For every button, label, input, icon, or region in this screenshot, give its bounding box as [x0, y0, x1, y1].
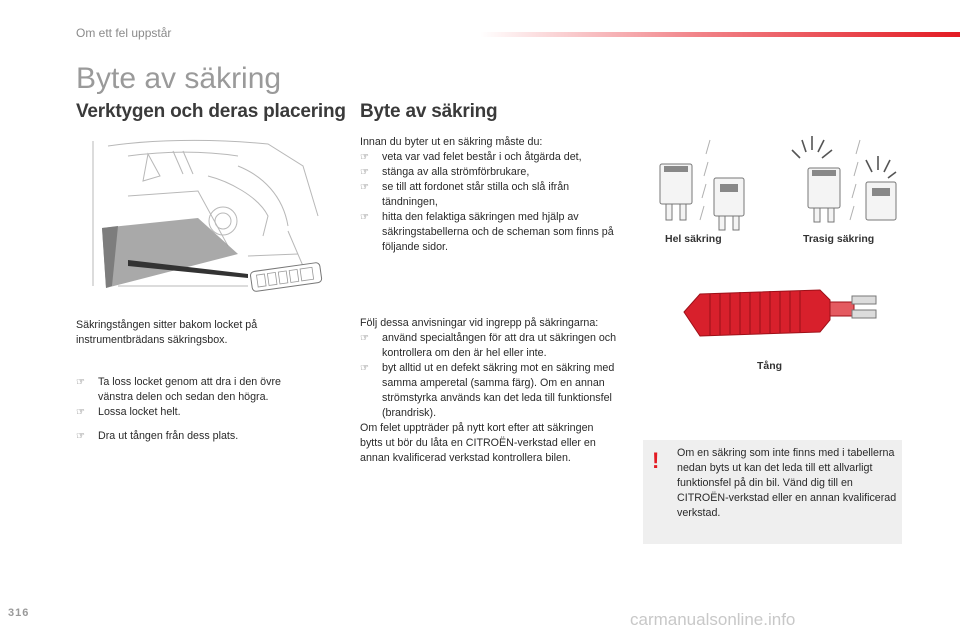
- page-number: 316: [8, 607, 30, 619]
- list-item: ☞ Lossa locket helt.: [76, 406, 181, 418]
- list-item: ☞ Ta loss locket genom att dra i den övre vänstra delen och sedan den högra.: [76, 376, 281, 403]
- list-item: ☞ byt alltid ut en defekt säkring mot en säkring med samma amperetal (samma färg). Om en annan strömstyrka används kan det leda till funktionsfel (brandrisk).: [360, 362, 615, 419]
- list-item: ☞ stänga av alla strömförbrukare,: [360, 166, 530, 178]
- watermark-link[interactable]: carmanualsonline.info: [630, 610, 796, 629]
- pointing-finger-icon: ☞: [360, 212, 369, 223]
- fuse-illustration: [648, 132, 898, 232]
- fuse-tong-illustration: [680, 282, 880, 342]
- left-steps-list: [76, 375, 316, 444]
- pointing-finger-icon: ☞: [76, 407, 85, 418]
- caption-tong: Tång: [757, 360, 783, 372]
- chapter-title: Om ett fel uppstår: [76, 26, 172, 40]
- instructions-block: [360, 316, 618, 466]
- pointing-finger-icon: ☞: [360, 333, 369, 344]
- list-item: ☞ veta var vad felet består i och åtgärda det,: [360, 151, 582, 163]
- fusebox-location-text: Säkringstången sitter bakom locket på instrumentbrädans säkringsbox.: [76, 319, 258, 346]
- closing-text: Om felet uppträder på nytt kort efter att säkringen bytts ut bör du låta en CITROËN-verkstad eller en annan kvalificerad verkstad kontrollera bilen.: [360, 422, 596, 464]
- pre-steps-block: [360, 135, 618, 255]
- list-item: ☞ använd specialtången för att dra ut säkringen och kontrollera om den är hel eller inte.: [360, 332, 617, 359]
- warning-text: Om en säkring som inte finns med i tabellerna nedan byts ut kan det leda till ett allvarligt funktionsfel på din bil. Vänd dig till en CITROËN-verkstad eller en annan kvalificerad verkstad.: [677, 447, 897, 519]
- pointing-finger-icon: ☞: [360, 363, 369, 374]
- page-title: Byte av säkring: [76, 62, 282, 95]
- pointing-finger-icon: ☞: [360, 182, 369, 193]
- pointing-finger-icon: ☞: [76, 431, 85, 442]
- pointing-finger-icon: ☞: [360, 167, 369, 178]
- chapter-accent-bar: [480, 32, 960, 37]
- dashboard-fusebox-illustration: [88, 136, 334, 300]
- instructions-intro: Följ dessa anvisningar vid ingrepp på säkringarna:: [360, 317, 599, 329]
- section-heading-replace: Byte av säkring: [360, 101, 498, 122]
- list-item: ☞ Dra ut tången från dess plats.: [76, 430, 239, 442]
- caption-good-fuse: Hel säkring: [665, 233, 722, 245]
- pointing-finger-icon: ☞: [76, 377, 85, 388]
- section-heading-tools: Verktygen och deras placering: [76, 101, 346, 122]
- caption-broken-fuse: Trasig säkring: [803, 233, 875, 245]
- pointing-finger-icon: ☞: [360, 152, 369, 163]
- list-item: ☞ hitta den felaktiga säkringen med hjälp av säkringstabellerna och de scheman som finns på följande sidor.: [360, 211, 614, 253]
- pre-steps-intro: Innan du byter ut en säkring måste du:: [360, 136, 543, 148]
- exclamation-icon: !: [652, 448, 660, 473]
- list-item: ☞ se till att fordonet står stilla och slå ifrån tändningen,: [360, 181, 570, 208]
